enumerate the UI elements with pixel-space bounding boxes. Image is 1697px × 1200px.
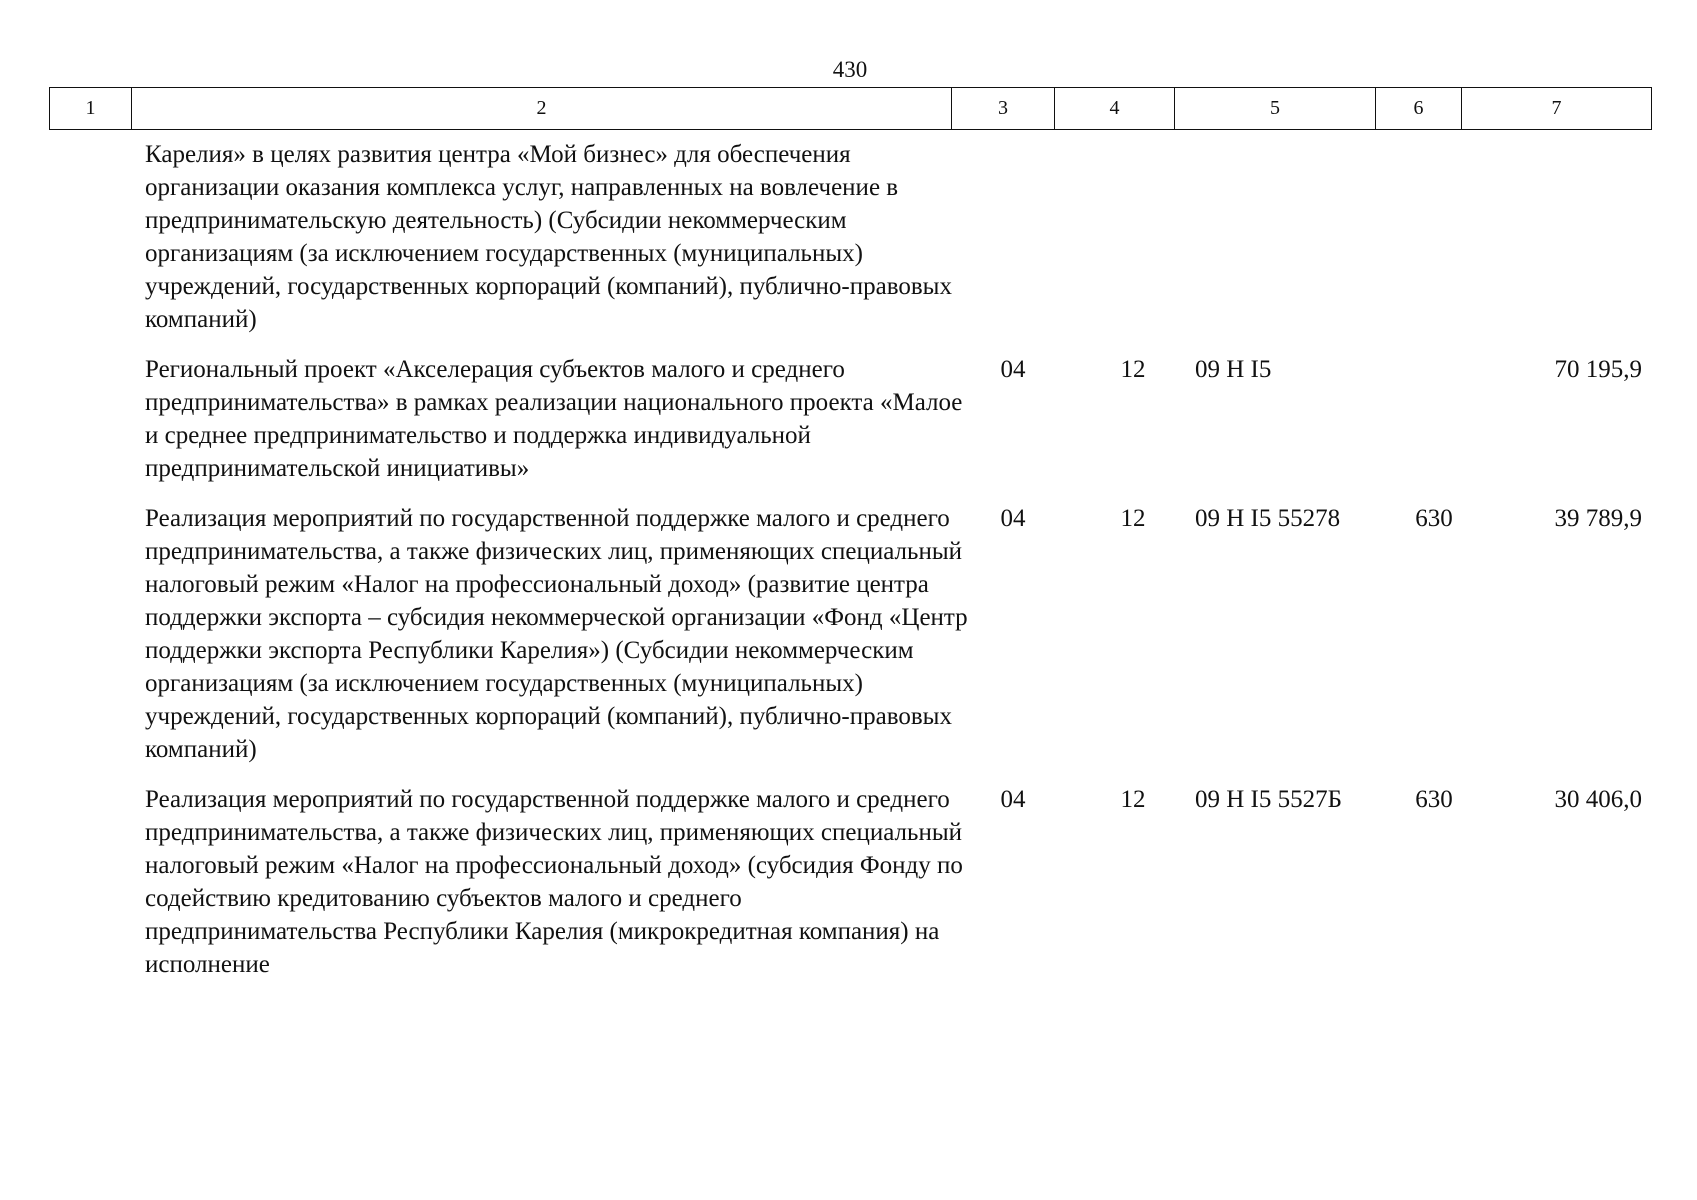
- column-header-row: [50, 88, 1652, 130]
- row-target-article: 09 Н I5: [1195, 356, 1272, 383]
- column-header-4: 4: [1055, 88, 1175, 130]
- table-row: [49, 353, 1651, 485]
- column-header-2: 2: [132, 88, 952, 130]
- row-target-article: 09 Н I5 5527Б: [1195, 786, 1342, 813]
- budget-table-body: [49, 138, 1651, 998]
- row-amount: 30 406,0: [1554, 786, 1642, 813]
- row-section: 04: [1000, 505, 1026, 532]
- column-header-5: 5: [1175, 88, 1376, 130]
- column-header-7: 7: [1462, 88, 1652, 130]
- row-description: Карелия» в целях развития центра «Мой бизнес» для обеспечения организации оказания комплекса услуг, направленных на вовлечение в предпринимательскую деятельность) (Субсидии некоммерческим организациям (за исключением государственных (муниципальных) учреждений, государственных корпораций (компаний), публично-правовых компаний): [145, 141, 952, 333]
- table-row: [49, 138, 1651, 336]
- column-header-3: 3: [952, 88, 1055, 130]
- row-description: Реализация мероприятий по государственной поддержке малого и среднего предпринимательства, а также физических лиц, применяющих специальный налоговый режим «Налог на профессиональный доход» (развитие центра поддержки экспорта – субсидия некоммерческой организации «Фонд «Центр поддержки экспорта Республики Карелия») (Субсидии некоммерческим организациям (за исключением государственных (муниципальных) учреждений, государственных корпораций (компаний), публично-правовых компаний): [145, 505, 968, 763]
- table-row: [49, 502, 1651, 766]
- row-amount: 70 195,9: [1554, 356, 1642, 383]
- column-header-1: 1: [50, 88, 132, 130]
- row-subsection: 12: [1120, 786, 1146, 813]
- page-number: 430: [832, 57, 868, 82]
- row-subsection: 12: [1120, 505, 1146, 532]
- column-header-6: 6: [1376, 88, 1462, 130]
- row-expense-type: 630: [1415, 786, 1453, 813]
- table-row: [49, 783, 1651, 981]
- row-section: 04: [1000, 786, 1026, 813]
- row-target-article: 09 Н I5 55278: [1195, 505, 1341, 532]
- column-header-table: [49, 87, 1652, 130]
- row-description: Реализация мероприятий по государственной поддержке малого и среднего предпринимательства, а также физических лиц, применяющих специальный налоговый режим «Налог на профессиональный доход» (субсидия Фонду по содействию кредитованию субъектов малого и среднего предпринимательства Республики Карелия (микрокредитная компания) на исполнение: [145, 786, 963, 978]
- row-subsection: 12: [1120, 356, 1146, 383]
- row-section: 04: [1000, 356, 1026, 383]
- row-description: Региональный проект «Акселерация субъектов малого и среднего предпринимательства» в рамках реализации национального проекта «Малое и среднее предпринимательство и поддержка индивидуальной предпринимательской инициативы»: [145, 356, 963, 482]
- row-expense-type: 630: [1415, 505, 1453, 532]
- row-amount: 39 789,9: [1554, 505, 1642, 532]
